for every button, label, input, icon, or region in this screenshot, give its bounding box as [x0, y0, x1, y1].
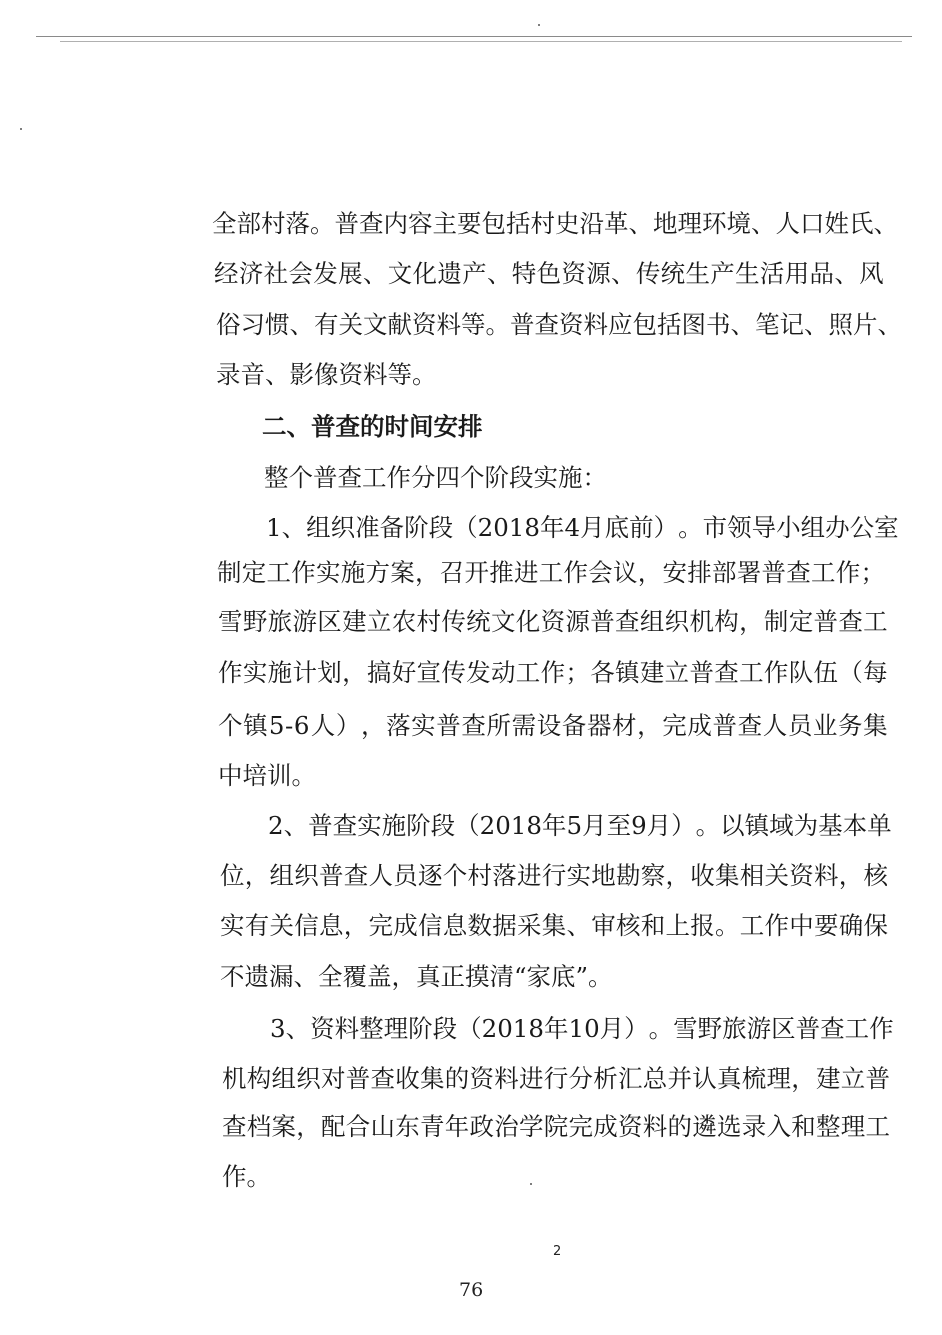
stage-1-line-4: 作 实 施 计 划 ， 搞 好 宣 传 发 动 工 作 ； 各 镇 建 立 普 查 工 作 队 伍 （ 每	[218, 658, 888, 687]
document-page-number: 2	[553, 1244, 562, 1259]
stage-3-line-2: 机 构 组 织 对 普 查 收 集 的 资 料 进 行 分 析 汇 总 并 认 真 梳 理 ， 建 立 普	[222, 1064, 890, 1093]
paragraph-1-line-2: 经 济 社 会 发 展 、 文 化 遗 产 、 特 色 资 源 、 传 统 生 产 生 活 用 品 、 风	[214, 259, 884, 288]
scan-speck	[538, 24, 540, 26]
stage-3-line-4: 作。	[222, 1162, 271, 1191]
scan-speck	[20, 128, 22, 130]
paragraph-1-line-1: 全 部 村 落 。 普 查 内 容 主 要 包 括 村 史 沿 革 、 地 理 环 境 、 人 口 姓 氏 、	[212, 209, 898, 238]
stage-2-line-3: 实 有 关 信 息 ， 完 成 信 息 数 据 采 集 、 审 核 和 上 报 。 工 作 中 要 确 保	[220, 911, 888, 940]
header-rule	[36, 36, 912, 37]
stage-2-line-4: 不遗漏、全覆盖，真正摸清“家底”。	[220, 962, 613, 991]
stage-1-line-1: 1 、 组 织 准 备 阶 段 （ 2 0 1 8 年 4 月 底 前 ） 。 市 领 导 小 组 办 公 室	[266, 513, 899, 542]
stage-2-line-1: 2 、 普 查 实 施 阶 段 （ 2 0 1 8 年 5 月 至 9 月 ） 。 以 镇 域 为 基 本 单	[268, 811, 892, 840]
stage-1-line-5: 个 镇 5 - 6 人 ） ， 落 实 普 查 所 需 设 备 器 材 ， 完 成 普 查 人 员 业 务 集	[218, 711, 888, 740]
paragraph-1-line-4: 录音、影像资料等。	[216, 360, 437, 389]
header-rule-secondary	[60, 41, 902, 42]
section-heading: 二、普查的时间安排	[262, 412, 483, 441]
stage-1-line-3: 雪 野 旅 游 区 建 立 农 村 传 统 文 化 资 源 普 查 组 织 机 构 ， 制 定 普 查 工	[218, 607, 888, 636]
scan-speck	[530, 1183, 532, 1185]
stage-1-line-2: 制 定 工 作 实 施 方 案 ， 召 开 推 进 工 作 会 议 ， 安 排 部 署 普 查 工 作 ；	[217, 558, 885, 587]
stage-3-line-1: 3 、 资 料 整 理 阶 段 （ 2 0 1 8 年 1 0 月 ） 。 雪 野 旅 游 区 普 查 工 作	[270, 1014, 894, 1043]
book-page-number: 76	[459, 1279, 484, 1301]
intro-line: 整个普查工作分四个阶段实施：	[264, 463, 607, 492]
paragraph-1-line-3: 俗 习 惯 、 有 关 文 献 资 料 等 。 普 查 资 料 应 包 括 图 书 、 笔 记 、 照 片 、	[216, 310, 902, 339]
stage-3-line-3: 查 档 案 ， 配 合 山 东 青 年 政 治 学 院 完 成 资 料 的 遴 选 录 入 和 整 理 工	[222, 1112, 890, 1141]
stage-2-line-2: 位 ， 组 织 普 查 人 员 逐 个 村 落 进 行 实 地 勘 察 ， 收 集 相 关 资 料 ， 核	[220, 861, 888, 890]
stage-1-line-6: 中培训。	[218, 761, 316, 790]
